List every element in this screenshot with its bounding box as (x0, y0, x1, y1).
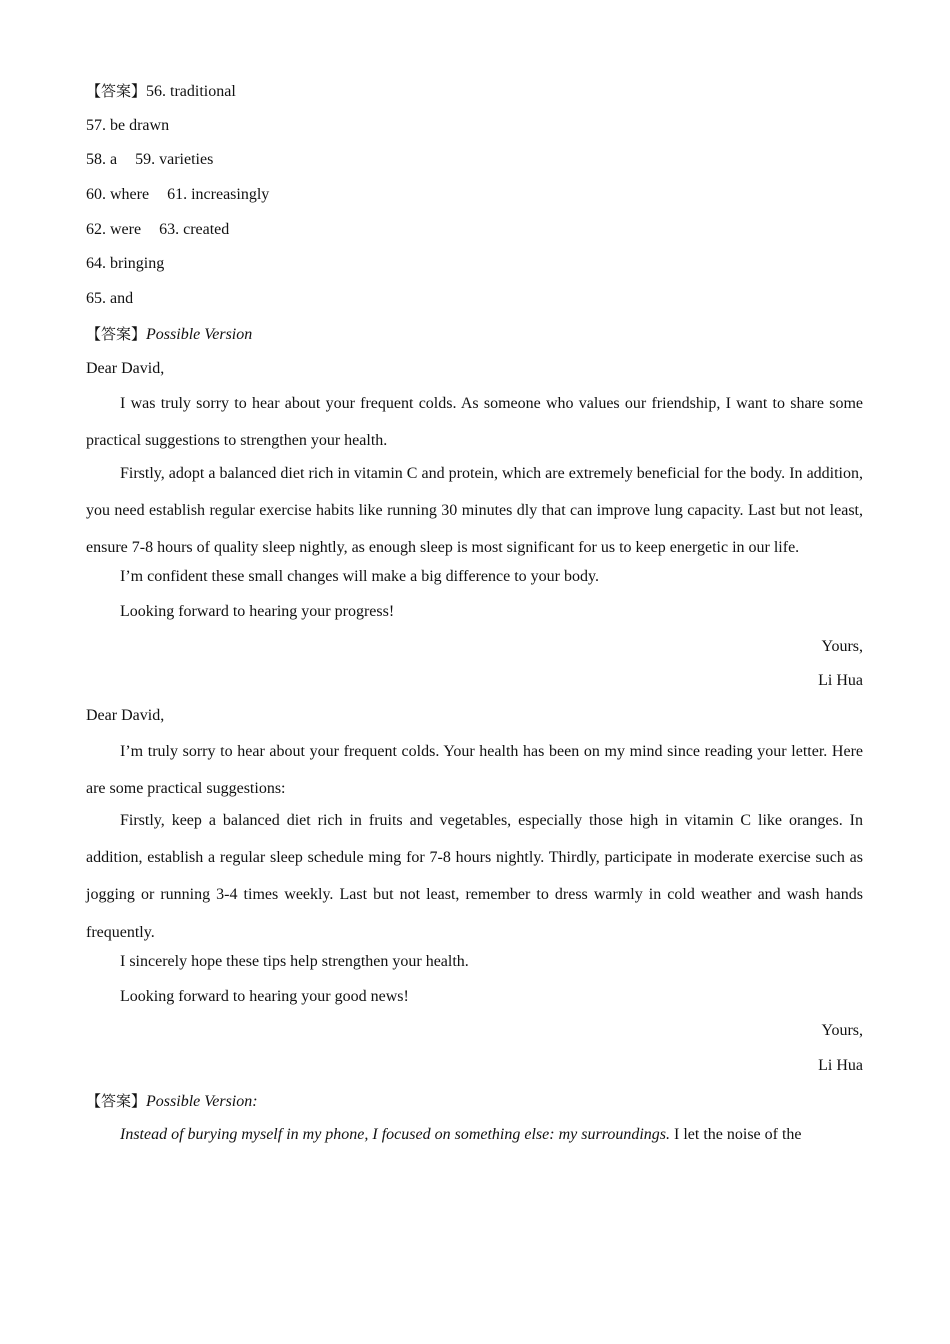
answer-59: 59. varieties (135, 151, 214, 169)
answer-line-57 (86, 113, 863, 148)
answer-tag: 【答案】 (86, 324, 147, 343)
letter1-paragraph-3: I’m confident these small changes will make a big difference to your body. (120, 568, 599, 586)
answer-65: 65. and (86, 290, 134, 308)
answer-line-60-61 (86, 182, 863, 217)
answer-line-58-59 (86, 147, 863, 182)
answer-57: 57. be drawn (86, 116, 170, 134)
answer-line-64 (86, 251, 863, 286)
story-continuation: I let the noise of the (670, 1126, 802, 1144)
answer-60: 60. where (86, 186, 150, 204)
letter1-greeting: Dear David, (86, 359, 165, 377)
answer-line-65 (86, 286, 863, 321)
letter2-greeting: Dear David, (86, 706, 165, 724)
story-section-heading (86, 1088, 863, 1123)
answer-tag: 【答案】 (86, 82, 147, 100)
letter2-paragraph-1: I’m truly sorry to hear about your frequent colds. Your health has been on my mind since reading your letter. Here are some practical suggestions: (86, 742, 863, 797)
answer-61: 61. increasingly (167, 186, 270, 204)
letter1-closing: Yours, (821, 637, 863, 655)
possible-version-label: Possible Version: (146, 1092, 258, 1110)
letter2-paragraph-4: Looking forward to hearing your good news! (120, 987, 409, 1005)
answer-62: 62. were (86, 220, 142, 238)
letter2-closing: Yours, (821, 1022, 863, 1040)
document-page (86, 78, 863, 1157)
letter1-paragraph-1: I was truly sorry to hear about your frequent colds. As someone who values our friendship, I want to share some practical suggestions to strengthen your health. (86, 395, 863, 450)
possible-version-label: Possible Version (146, 325, 253, 343)
answer-line-62-63 (86, 217, 863, 252)
letter1-paragraph-2: Firstly, adopt a balanced diet rich in vitamin C and protein, which are extremely beneficial for the body. In addition, you need establish regular exercise habits like running 30 minutes dly that can improve lung capacity. Last but not least, ensure 7-8 hours of quality sleep nightly, as enough sleep is most significant for us to keep energetic in our life. (86, 464, 863, 556)
letter2-paragraph-2: Firstly, keep a balanced diet rich in fruits and vegetables, especially those high in vitamin C like oranges. In addition, establish a regular sleep schedule ming for 7-8 hours nightly. Thirdly, participate in moderate exercise such as jogging or running 3-4 times weekly. Last but not least, remember to dress warmly in cold weather and wash hands frequently. (86, 812, 863, 941)
answer-58: 58. a (86, 151, 118, 169)
story-paragraph (86, 1122, 863, 1157)
letter2-paragraph-3: I sincerely hope these tips help strengthen your health. (120, 952, 469, 970)
answer-63: 63. created (159, 220, 230, 238)
answer-line-56 (86, 78, 863, 113)
letter1-paragraph-4: Looking forward to hearing your progress! (120, 602, 395, 620)
letter1-signature: Li Hua (818, 672, 863, 690)
answer-tag: 【答案】 (86, 1091, 147, 1110)
story-italic-opening: Instead of burying myself in my phone, I focused on something else: my surroundings. (120, 1126, 670, 1144)
answer-56: 56. traditional (146, 83, 236, 100)
answer-64: 64. bringing (86, 255, 165, 273)
letter-section-heading (86, 321, 863, 356)
letter2-signature: Li Hua (818, 1056, 863, 1074)
